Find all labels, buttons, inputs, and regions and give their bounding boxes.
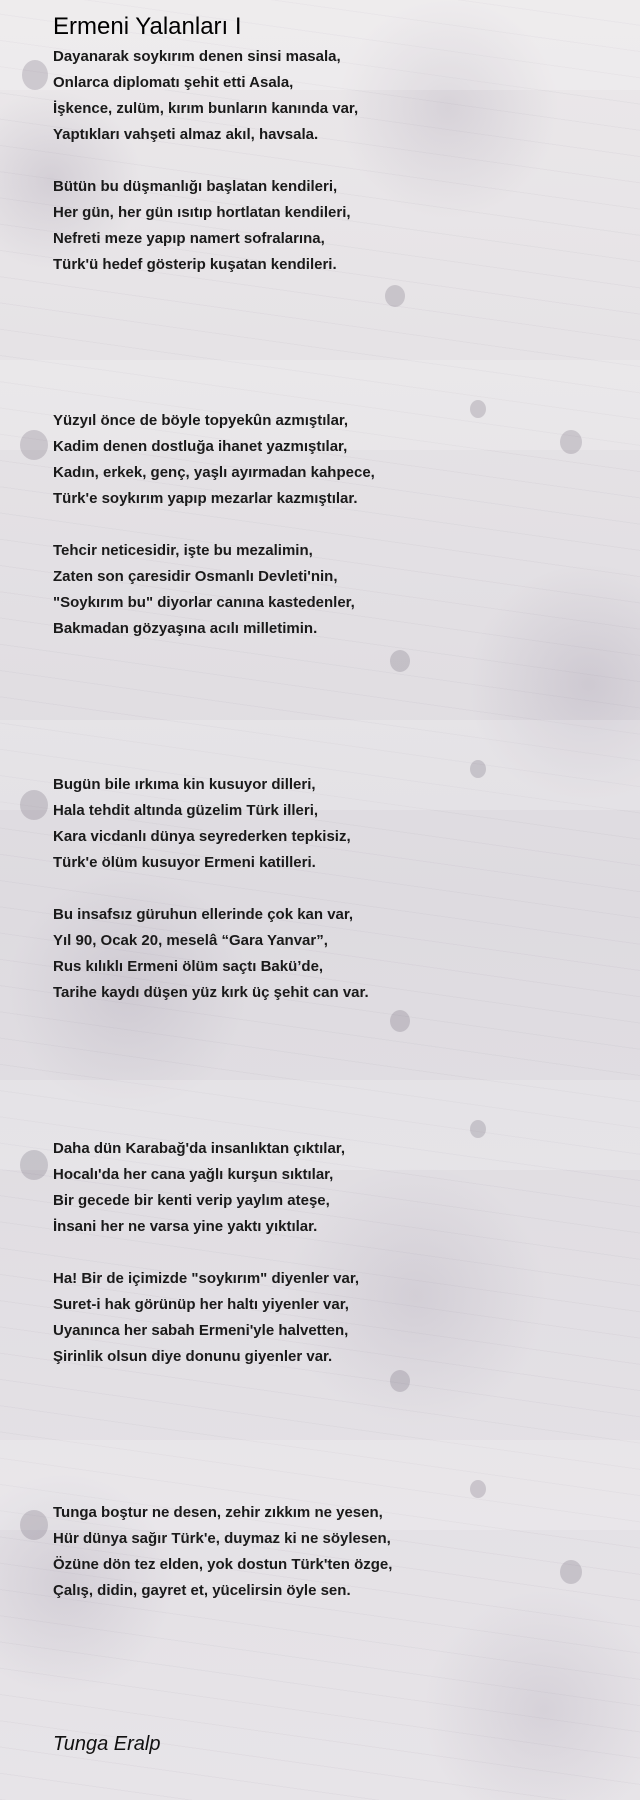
stanza bbox=[53, 1266, 613, 1370]
stanza-gap bbox=[53, 876, 613, 902]
poem-line: Şirinlik olsun diye donunu giyenler var. bbox=[53, 1348, 333, 1365]
poem-line: Yaptıkları vahşeti almaz akıl, havsala. bbox=[53, 126, 319, 143]
poem-line: Nefreti meze yapıp namert sofralarına, bbox=[53, 230, 325, 247]
stanza bbox=[53, 1136, 613, 1240]
poem-line: Bu insafsız güruhun ellerinde çok kan var, bbox=[53, 906, 354, 923]
poem-line: Uyanınca her sabah Ermeni'yle halvetten, bbox=[53, 1322, 349, 1339]
poem-line: Tarihe kaydı düşen yüz kırk üç şehit can var. bbox=[53, 984, 369, 1001]
poem-line: Çalış, didin, gayret et, yücelirsin öyle sen. bbox=[53, 1582, 351, 1599]
poem-line: Her gün, her gün ısıtıp hortlatan kendileri, bbox=[53, 204, 351, 221]
stanza bbox=[53, 772, 613, 876]
poem-line: Türk'e soykırım yapıp mezarlar kazmıştılar. bbox=[53, 490, 358, 507]
ink-blot bbox=[20, 1150, 48, 1180]
poem-line: Hala tehdit altında güzelim Türk illeri, bbox=[53, 802, 319, 819]
poem-line: "Soykırım bu" diyorlar canına kastedenler, bbox=[53, 594, 355, 611]
stanza bbox=[53, 902, 613, 1006]
poem-line: Onlarca diplomatı şehit etti Asala, bbox=[53, 74, 294, 91]
poem-line: Bugün bile ırkıma kin kusuyor dilleri, bbox=[53, 776, 316, 793]
poem-line: Bütün bu düşmanlığı başlatan kendileri, bbox=[53, 178, 338, 195]
poem-line: Bir gecede bir kenti verip yaylım ateşe, bbox=[53, 1192, 330, 1209]
stanza bbox=[53, 44, 613, 148]
poem-line: Hocalı'da her cana yağlı kurşun sıktılar, bbox=[53, 1166, 334, 1183]
stanza-gap bbox=[53, 1240, 613, 1266]
ink-blot bbox=[20, 1510, 48, 1540]
poem-line: İşkence, zulüm, kırım bunların kanında var, bbox=[53, 100, 359, 117]
poem-line: Yüzyıl önce de böyle topyekûn azmıştılar, bbox=[53, 412, 349, 429]
poem-line: Kadim denen dostluğa ihanet yazmıştılar, bbox=[53, 438, 348, 455]
poem-line: Bakmadan gözyaşına acılı milletimin. bbox=[53, 620, 318, 637]
poem-line: Tehcir neticesidir, işte bu mezalimin, bbox=[53, 542, 313, 559]
section-gap bbox=[53, 1370, 613, 1500]
poem-line: Kadın, erkek, genç, yaşlı ayırmadan kahpece, bbox=[53, 464, 375, 481]
poem-container bbox=[53, 10, 613, 1604]
poem-line: Özüne dön tez elden, yok dostun Türk'ten özge, bbox=[53, 1556, 393, 1573]
poem-author: Tunga Eralp bbox=[53, 1733, 161, 1755]
section-gap bbox=[53, 278, 613, 408]
poem-line: Türk'ü hedef gösterip kuşatan kendileri. bbox=[53, 256, 337, 273]
poem-line: Hür dünya sağır Türk'e, duymaz ki ne söylesen, bbox=[53, 1530, 391, 1547]
poem-line: Suret-i hak görünüp her haltı yiyenler var, bbox=[53, 1296, 349, 1313]
section-gap bbox=[53, 642, 613, 772]
stanza bbox=[53, 174, 613, 278]
poem-title: Ermeni Yalanları I bbox=[53, 13, 242, 40]
poem-line: Daha dün Karabağ'da insanlıktan çıktılar, bbox=[53, 1140, 345, 1157]
poem-line: Türk'e ölüm kusuyor Ermeni katilleri. bbox=[53, 854, 316, 871]
stanza bbox=[53, 538, 613, 642]
poem-line: Dayanarak soykırım denen sinsi masala, bbox=[53, 48, 341, 65]
stanza bbox=[53, 408, 613, 512]
poem-line: Zaten son çaresidir Osmanlı Devleti'nin, bbox=[53, 568, 338, 585]
poem-line: Rus kılıklı Ermeni ölüm saçtı Bakü’de, bbox=[53, 958, 324, 975]
poem-line: Ha! Bir de içimizde "soykırım" diyenler var, bbox=[53, 1270, 360, 1287]
poem-line: İnsani her ne varsa yine yaktı yıktılar. bbox=[53, 1218, 318, 1235]
ink-blot bbox=[20, 430, 48, 460]
poem-line: Yıl 90, Ocak 20, meselâ “Gara Yanvar”, bbox=[53, 932, 328, 949]
poem-line: Kara vicdanlı dünya seyrederken tepkisiz, bbox=[53, 828, 351, 845]
section-gap bbox=[53, 1006, 613, 1136]
stanza-gap bbox=[53, 512, 613, 538]
poem-line: Tunga boştur ne desen, zehir zıkkım ne yesen, bbox=[53, 1504, 383, 1521]
ink-blot bbox=[22, 60, 48, 90]
ink-blot bbox=[20, 790, 48, 820]
stanza bbox=[53, 1500, 613, 1604]
stanza-gap bbox=[53, 148, 613, 174]
